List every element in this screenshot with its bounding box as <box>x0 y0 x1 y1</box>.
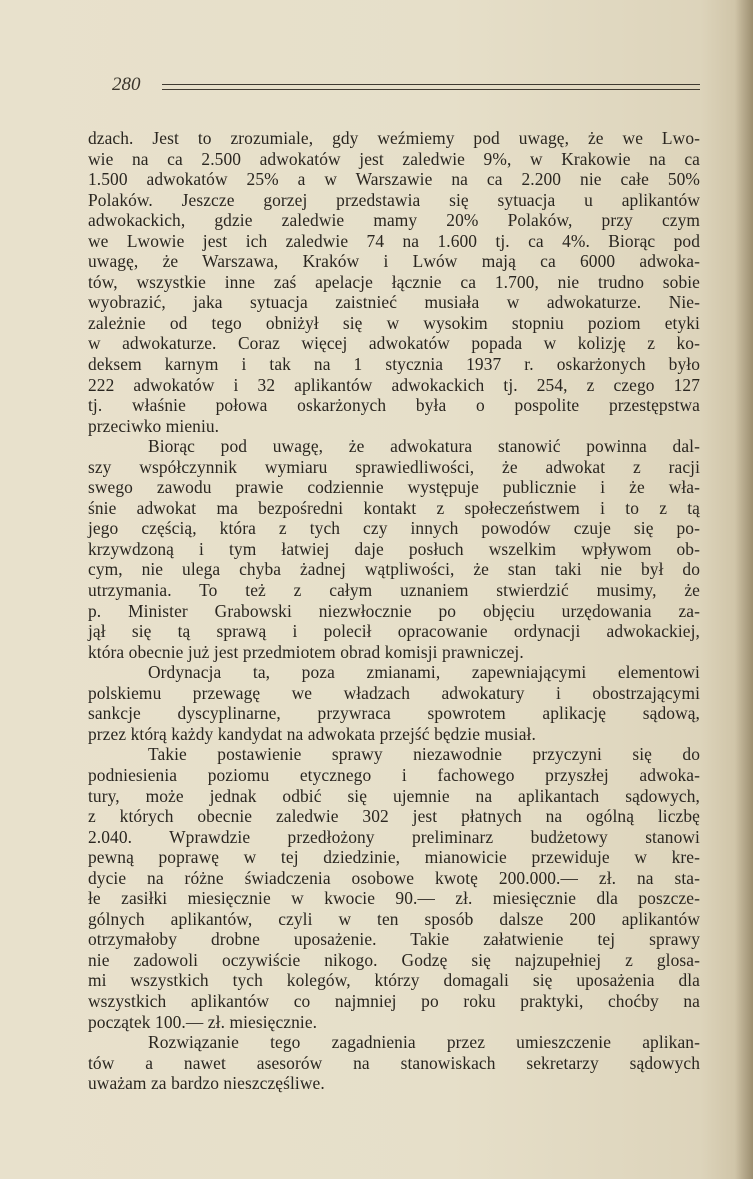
paragraph <box>88 128 700 436</box>
text-line: przeciwko mieniu. <box>88 415 220 436</box>
text-line: szy współczynnik wymiaru sprawiedliwości, że adwokat z racji <box>88 456 700 477</box>
text-line: tury, może jednak odbić się ujemnie na aplikantach sądowych, <box>88 785 700 806</box>
text-line: utrzymania. To też z całym uznaniem stwierdzić musimy, że <box>88 580 700 601</box>
text-line: nie zadowoli oczywiście nikogo. Godzę się najzupełniej z glosa- <box>88 949 700 970</box>
paragraph <box>88 662 700 744</box>
paragraph <box>88 744 700 1032</box>
text-line: 222 adwokatów i 32 aplikantów adwokackich tj. 254, z czego 127 <box>88 374 700 395</box>
text-line: polskiemu przewagę we władzach adwokatury i obostrzającymi <box>88 682 700 703</box>
text-line: podniesienia poziomu etycznego i fachowego przyszłej adwoka- <box>88 764 700 785</box>
text-line: dzach. Jest to zrozumiale, gdy weźmiemy pod uwagę, że we Lwo- <box>88 128 700 148</box>
text-line: uwagę, że Warszawa, Kraków i Lwów mają ca 6000 adwoka- <box>88 251 700 272</box>
paragraph <box>88 1032 700 1094</box>
header-rule <box>162 84 700 85</box>
text-line: z których obecnie zaledwie 302 jest płatnych na ogólną liczbę <box>88 806 700 827</box>
text-line: Ordynacja ta, poza zmianami, zapewniającymi elementowi <box>148 662 700 683</box>
text-line: tów a nawet asesorów na stanowiskach sekretarzy sądowych <box>88 1052 700 1073</box>
text-line: 1.500 adwokatów 25% a w Warszawie na ca 2.200 nie całe 50% <box>88 169 700 190</box>
page-number: 280 <box>112 74 141 95</box>
text-line: wyobrazić, jaka sytuacja zaistnieć musiała w adwokaturze. Nie- <box>88 292 700 313</box>
text-line: deksem karnym i tak na 1 stycznia 1937 r. oskarżonych było <box>88 354 700 375</box>
text-line: w adwokaturze. Coraz więcej adwokatów popada w kolizję z ko- <box>88 333 700 354</box>
text-line: Rozwiązanie tego zagadnienia przez umieszczenie aplikan- <box>148 1032 700 1053</box>
text-line: tów, wszystkie inne zaś apelacje łącznie ca 1.700, nie trudno sobie <box>88 271 700 292</box>
text-line: 2.040. Wprawdzie przedłożony preliminarz budżetowy stanowi <box>88 826 700 847</box>
text-line: jego częścią, która z tych czy innych powodów czuje się po- <box>88 518 700 539</box>
text-line: początek 100.— zł. miesięcznie. <box>88 1011 318 1032</box>
page-header <box>112 74 700 100</box>
text-line: jął się tą sprawą i polecił opracowanie ordynacji adwokackiej, <box>88 621 700 642</box>
text-line: we Lwowie jest ich zaledwie 74 na 1.600 tj. ca 4%. Biorąc pod <box>88 230 700 251</box>
text-line: wszystkich aplikantów co najmniej po roku praktyki, choćby na <box>88 990 700 1011</box>
text-line: uważam za bardzo nieszczęśliwe. <box>88 1073 325 1094</box>
text-line: łe zasiłki miesięcznie w kwocie 90.— zł. miesięcznie dla poszcze- <box>88 888 700 909</box>
text-line: tj. właśnie połowa oskarżonych była o pospolite przestępstwa <box>88 395 700 416</box>
text-line: sankcje dyscyplinarne, przywraca spowrotem aplikację sądową, <box>88 703 700 724</box>
text-line: pewną poprawę w tej dziedzinie, mianowicie przewiduje w kre- <box>88 847 700 868</box>
text-line: krzywdzoną i tym łatwiej daje posłuch wszelkim wpływom ob- <box>88 538 700 559</box>
text-line: która obecnie już jest przedmiotem obrad komisji prawniczej. <box>88 641 524 662</box>
text-line: cym, nie ulega chyba żadnej wątpliwości, że stan taki nie był do <box>88 559 700 580</box>
text-line: przez którą każdy kandydat na adwokata przejść będzie musiał. <box>88 723 536 744</box>
text-line: adwokackich, gdzie zaledwie mamy 20% Polaków, przy czym <box>88 210 700 231</box>
body-text <box>88 128 700 1094</box>
text-line: Polaków. Jeszcze gorzej przedstawia się sytuacja u aplikantów <box>88 189 700 210</box>
text-line: wie na ca 2.500 adwokatów jest zaledwie 9%, w Krakowie na ca <box>88 148 700 169</box>
text-line: Takie postawienie sprawy niezawodnie przyczyni się do <box>148 744 700 765</box>
page-edge-shadow <box>735 0 753 1179</box>
text-line: śnie adwokat ma bezpośredni kontakt z społeczeństwem i to z tą <box>88 497 700 518</box>
text-line: otrzymałoby drobne uposażenie. Takie załatwienie tej sprawy <box>88 929 700 950</box>
text-line: mi wszystkich tych kolegów, którzy domagali się uposażenia dla <box>88 970 700 991</box>
text-line: gólnych aplikantów, czyli w ten sposób dalsze 200 aplikantów <box>88 908 700 929</box>
text-line: swego zawodu prawie codziennie występuje publicznie i że wła- <box>88 477 700 498</box>
header-rule <box>162 89 700 90</box>
paragraph <box>88 436 700 662</box>
text-line: zależnie od tego obniżył się w wysokim stopniu poziom etyki <box>88 312 700 333</box>
text-line: Biorąc pod uwagę, że adwokatura stanowić powinna dal- <box>148 436 700 457</box>
text-line: p. Minister Grabowski niezwłocznie po objęciu urzędowania za- <box>88 600 700 621</box>
text-line: dycie na różne świadczenia osobowe kwotę 200.000.— zł. na sta- <box>88 867 700 888</box>
